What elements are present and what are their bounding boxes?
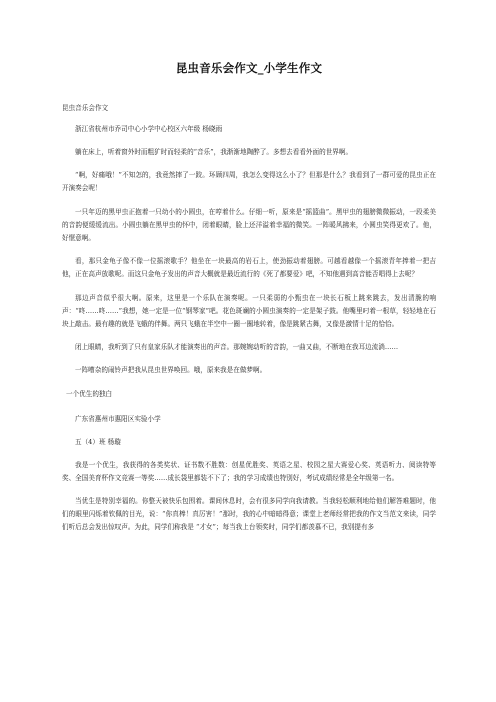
paragraph: 闭上眼睛，我听到了只有皇家乐队才能演奏出的声音。那婉婉动听的音韵，一曲又曲，不断地在我耳边流淌…… <box>75 343 399 352</box>
paragraph: 一阵嘈杂的闹铃声把我从昆虫世界唤回。哦，原来我是在做梦啊。 <box>75 366 267 375</box>
paragraph: 我是一个优生，我获得的各类奖状、证书数不胜数：创星优胜奖、英语之星、校园之星大赛爱心奖、英语听力、阅读特等奖、全国美育杯作文竞赛一等奖……成长袋里都装不下了；我的学习成绩也特别好，考试成绩经常是全年级第一名。 <box>62 460 436 482</box>
document-label: 昆虫音乐会作文 <box>62 104 109 112</box>
paragraph: 那边声音似乎很大啊。原来，这里是一个乐队在演奏呢。一只柔弱的小甄虫在一块长石板上跳来跳去，发出清脆的响声：“咚……咚……”我想，她一定是一位“钢琴家”吧。花色斑斓的小圆虫演奏的一定是架子鼓。他嘴里叼着一根草，轻轻地在石块上敲击。最有趣的就是飞蛾的伴舞。两只飞蛾在半空中一圈一圈地转着，像是跳紧古舞，又像是激情十足的恰恰。 <box>62 293 436 329</box>
class-line: 五（4）班 杨璇 <box>75 437 121 446</box>
author-line: 浙江省杭州市乔司中心小学中心校区六年级 杨晓雨 <box>75 125 223 133</box>
paragraph: 当优生是特别幸福的。你整天被快乐包围着。课间休息时，会有很多同学向我请教。当我轻松顺利地给他们解答难题时，他们的眼里闪烁着钦佩的目光，说：“你真棒！真厉害！”那时，我的心中暗暗得意；课堂上老师经常把我的作文当范文来读，同学们听后总会发出惊叹声。为此，同学们称我是 “才女”；每当我上台领奖时，同学们都羡慕不已，我别提有多 <box>62 497 436 532</box>
section-subtitle: 一个优生的独白 <box>66 389 113 398</box>
school-line: 广东省惠州市惠阳区实验小学 <box>75 414 161 423</box>
paragraph: 躺在床上，听着窗外时而粗犷时而轻柔的“音乐”，我渐渐地陶醉了。多想去看看外面的世界啊。 <box>75 148 353 156</box>
document-title: 昆虫音乐会作文_小学生作文 <box>175 61 323 75</box>
paragraph: “啊，好痛哦！”不知怎的，我竟然摔了一跤。环顾四周，我怎么变得这么小了？但那是什么？我看到了一群可爱的昆虫正在开演奏会呢！ <box>62 171 436 193</box>
paragraph: 一只年迈的黑甲虫正抱着一只幼小的小圆虫，在哼着什么。仔细一听，原来是“摇篮曲”。黑甲虫的翅膀微微振动，一段柔美的音韵便缓缓流出。小圆虫躺在黑甲虫的怀中，闭着眼睛，脸上还洋溢着幸福的微笑。一阵暖风拂来，小圆虫笑得更欢了。他，好惬意啊。 <box>62 207 436 243</box>
paragraph: 看，那只金龟子像不像一位摇滚歌手？他坐在一块最高的岩石上，使劲振动着翅膀。可越看越像一个摇滚青年捧着一把吉他，正在高声放歌呢。而这只金龟子发出的声音大概就是最近流行的《死了都要爱》吧，不知他遇到高音能否唱得上去呢？ <box>62 257 436 279</box>
